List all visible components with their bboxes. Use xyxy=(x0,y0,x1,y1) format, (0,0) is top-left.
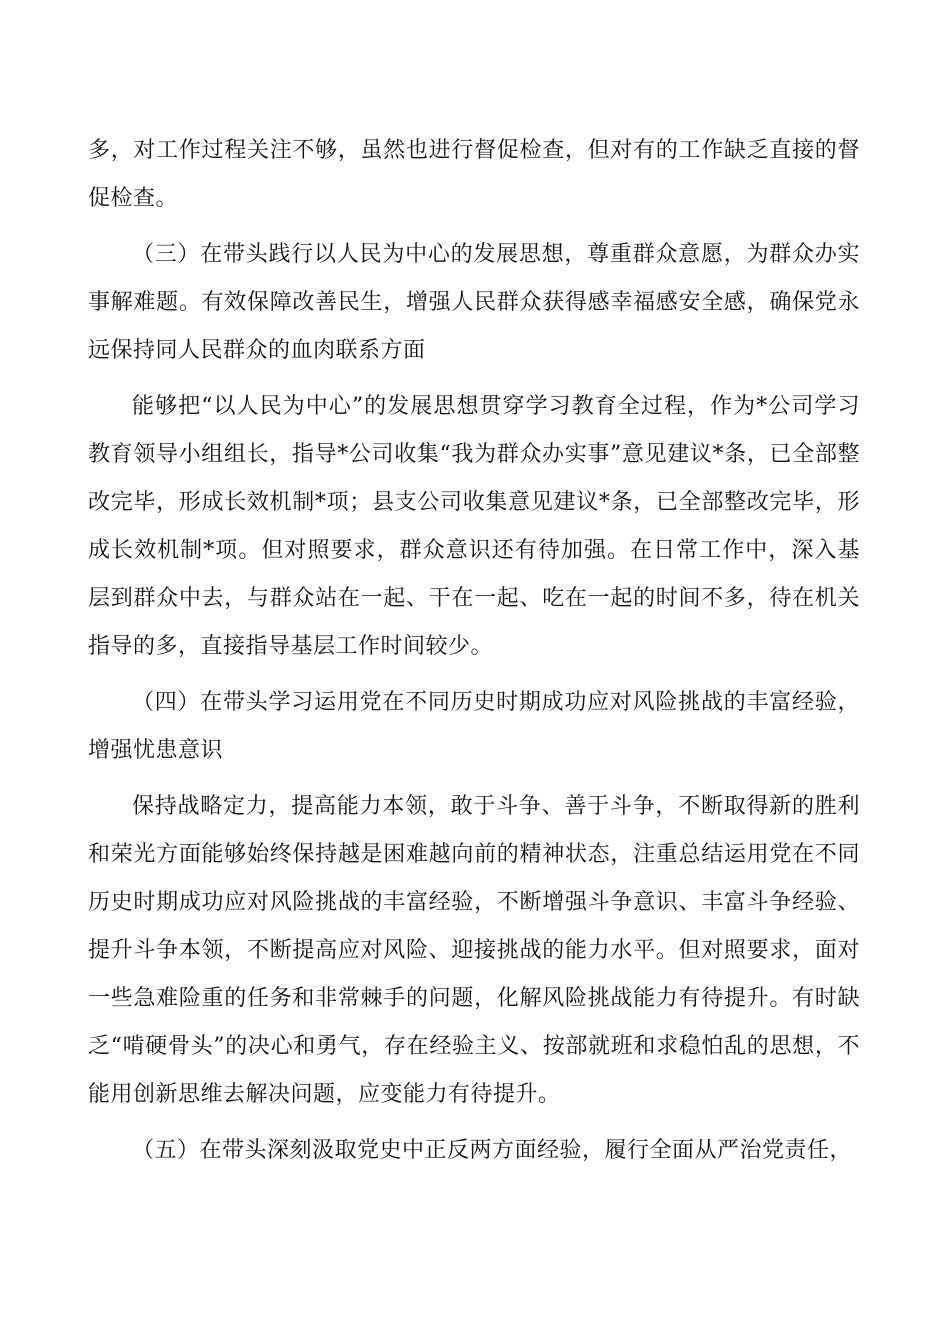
document-body xyxy=(88,127,860,1183)
section-heading-4: （四）在带头学习运用党在不同历史时期成功应对风险挑战的丰富经验，增强忧患意识 xyxy=(88,690,860,763)
paragraph-body: 保持战略定力，提高能力本领，敢于斗争、善于斗争，不断取得新的胜利和荣光方面能够始终保持越是困难越向前的精神状态，注重总结运用党在不同历史时期成功应对风险挑战的丰富经验，不断增强斗争意识、丰富斗争经验、提升斗争本领，不断提高应对风险、迎接挑战的能力水平。但对照要求，面对一些急难险重的任务和非常棘手的问题，化解风险挑战能力有待提升。有时缺乏“啃硬骨头”的决心和勇气，存在经验主义、按部就班和求稳怕乱的思想，不能用创新思维去解决问题，应变能力有待提升。 xyxy=(88,794,860,1107)
section-heading-5: （五）在带头深刻汲取党史中正反两方面经验，履行全面从严治党责任， xyxy=(132,1138,853,1163)
paragraph-continuation: 多，对工作过程关注不够，虽然也进行督促检查，但对有的工作缺乏直接的督促检查。 xyxy=(88,138,860,211)
paragraph-body: 能够把“以人民为中心”的发展思想贯穿学习教育全过程，作为*公司学习教育领导小组组长，指导*公司收集“我为群众办实事”意见建议*条，已全部整改完毕，形成长效机制*项；县支公司收集意见建议*条，已全部整改完毕，形成长效机制*项。但对照要求，群众意识还有待加强。在日常工作中，深入基层到群众中去，与群众站在一起、干在一起、吃在一起的时间不多，待在机关指导的多，直接指导基层工作时间较少。 xyxy=(88,394,860,659)
section-heading-3: （三）在带头践行以人民为中心的发展思想，尊重群众意愿，为群众办实事解难题。有效保障改善民生，增强人民群众获得感幸福感安全感，确保党永远保持同人民群众的血肉联系方面 xyxy=(88,242,860,363)
